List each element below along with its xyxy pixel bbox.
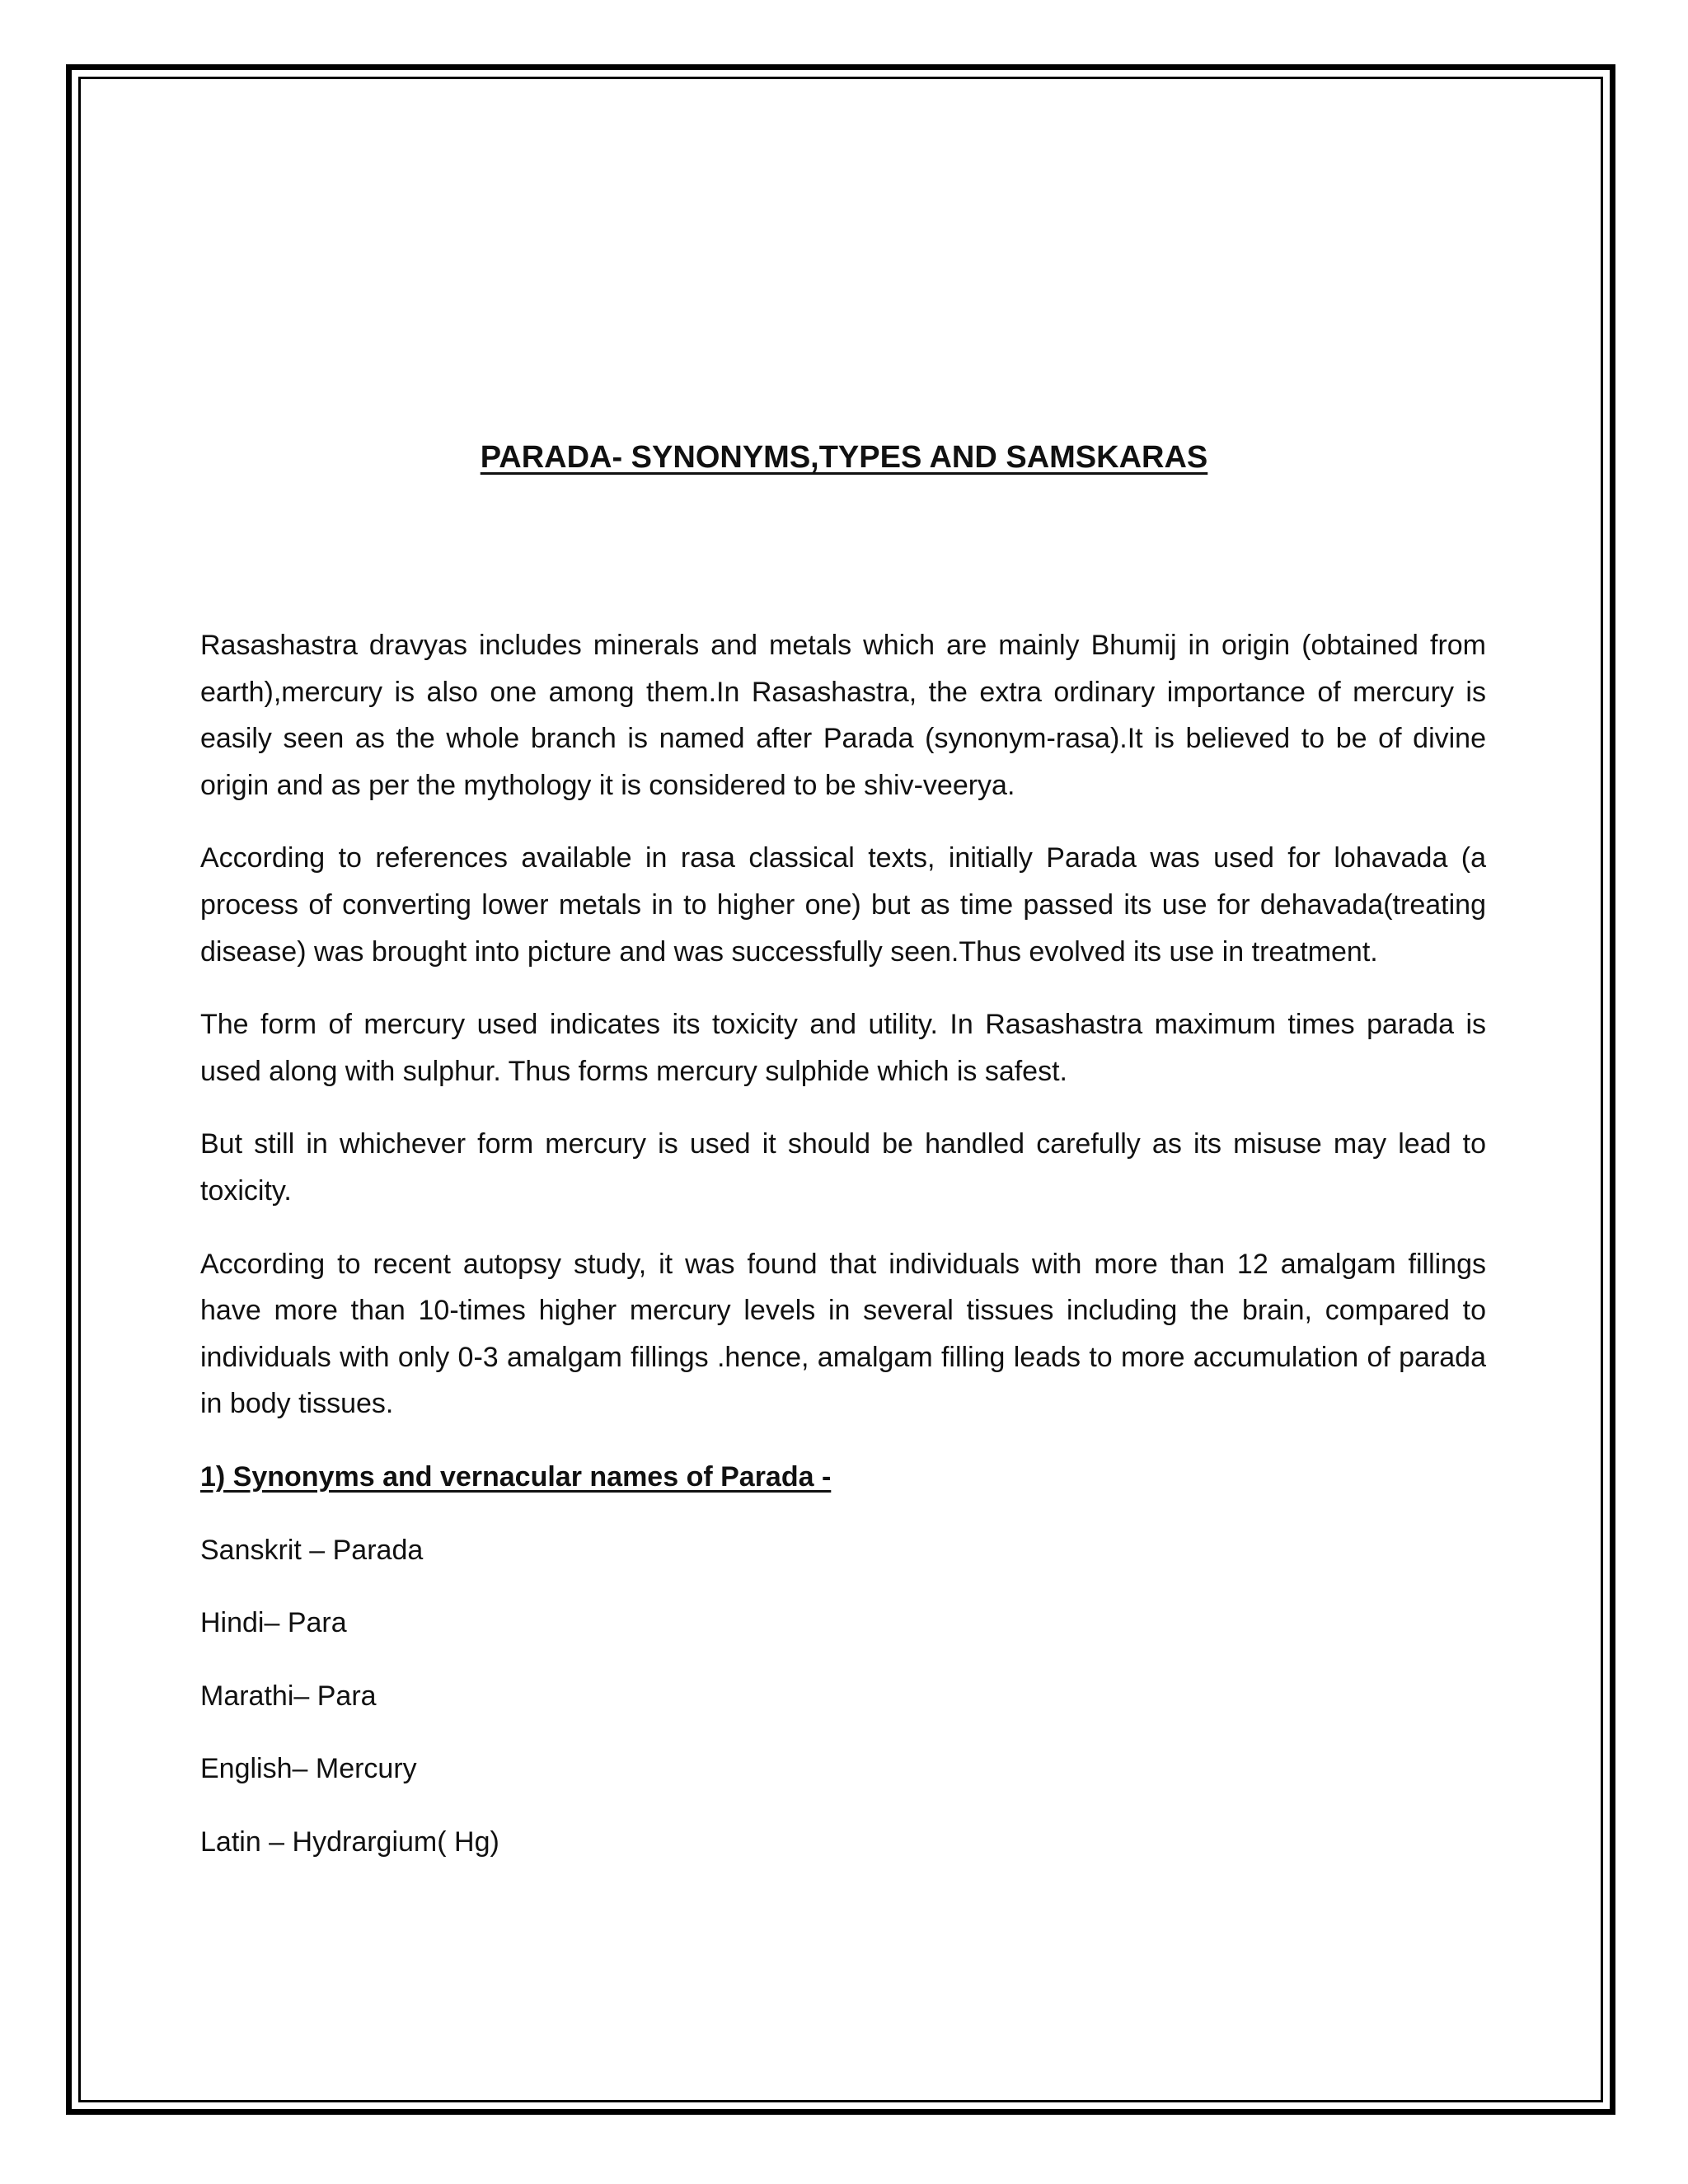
paragraph-toxicity: The form of mercury used indicates its toxicity and utility. In Rasashastra maximum times parada is used along with sulphur. Thus forms mercury sulphide which is safest. (200, 1009, 1486, 1087)
section-heading-synonyms: 1) Synonyms and vernacular names of Parada - (200, 1460, 832, 1493)
name-hindi: Hindi– Para (200, 1607, 347, 1639)
name-sanskrit: Sanskrit – Parada (200, 1534, 424, 1566)
paragraph-intro: Rasashastra dravyas includes minerals and metals which are mainly Bhumij in origin (obtained from earth),mercury is also one among them.In Rasashastra, the extra ordinary importance of mercury is easily seen as the whole branch is named after Parada (synonym-rasa).It is believed to be of divine origin and as per the mythology it is considered to be shiv-veerya. (200, 630, 1486, 801)
paragraph-caution: But still in whichever form mercury is used it should be handled carefully as its misuse may lead to toxicity. (200, 1128, 1486, 1207)
name-english: English– Mercury (200, 1753, 417, 1785)
document-title: PARADA- SYNONYMS,TYPES AND SAMSKARAS (480, 440, 1208, 475)
document-body (200, 622, 1486, 1891)
name-marathi: Marathi– Para (200, 1680, 377, 1712)
paragraph-autopsy-study: According to recent autopsy study, it was found that individuals with more than 12 amalgam fillings have more than 10-times higher mercury levels in several tissues including the brain, compared to individuals with only 0-3 amalgam fillings .hence, amalgam filling leads to more accumulation of parada in body tissues. (200, 1248, 1486, 1420)
name-latin: Latin – Hydrargium( Hg) (200, 1825, 499, 1858)
paragraph-history: According to references available in rasa classical texts, initially Parada was used for lohavada (a process of converting lower metals in to higher one) but as time passed its use for dehavada(treating disease) was brought into picture and was successfully seen.Thus evolved its use in treatment. (200, 842, 1486, 968)
